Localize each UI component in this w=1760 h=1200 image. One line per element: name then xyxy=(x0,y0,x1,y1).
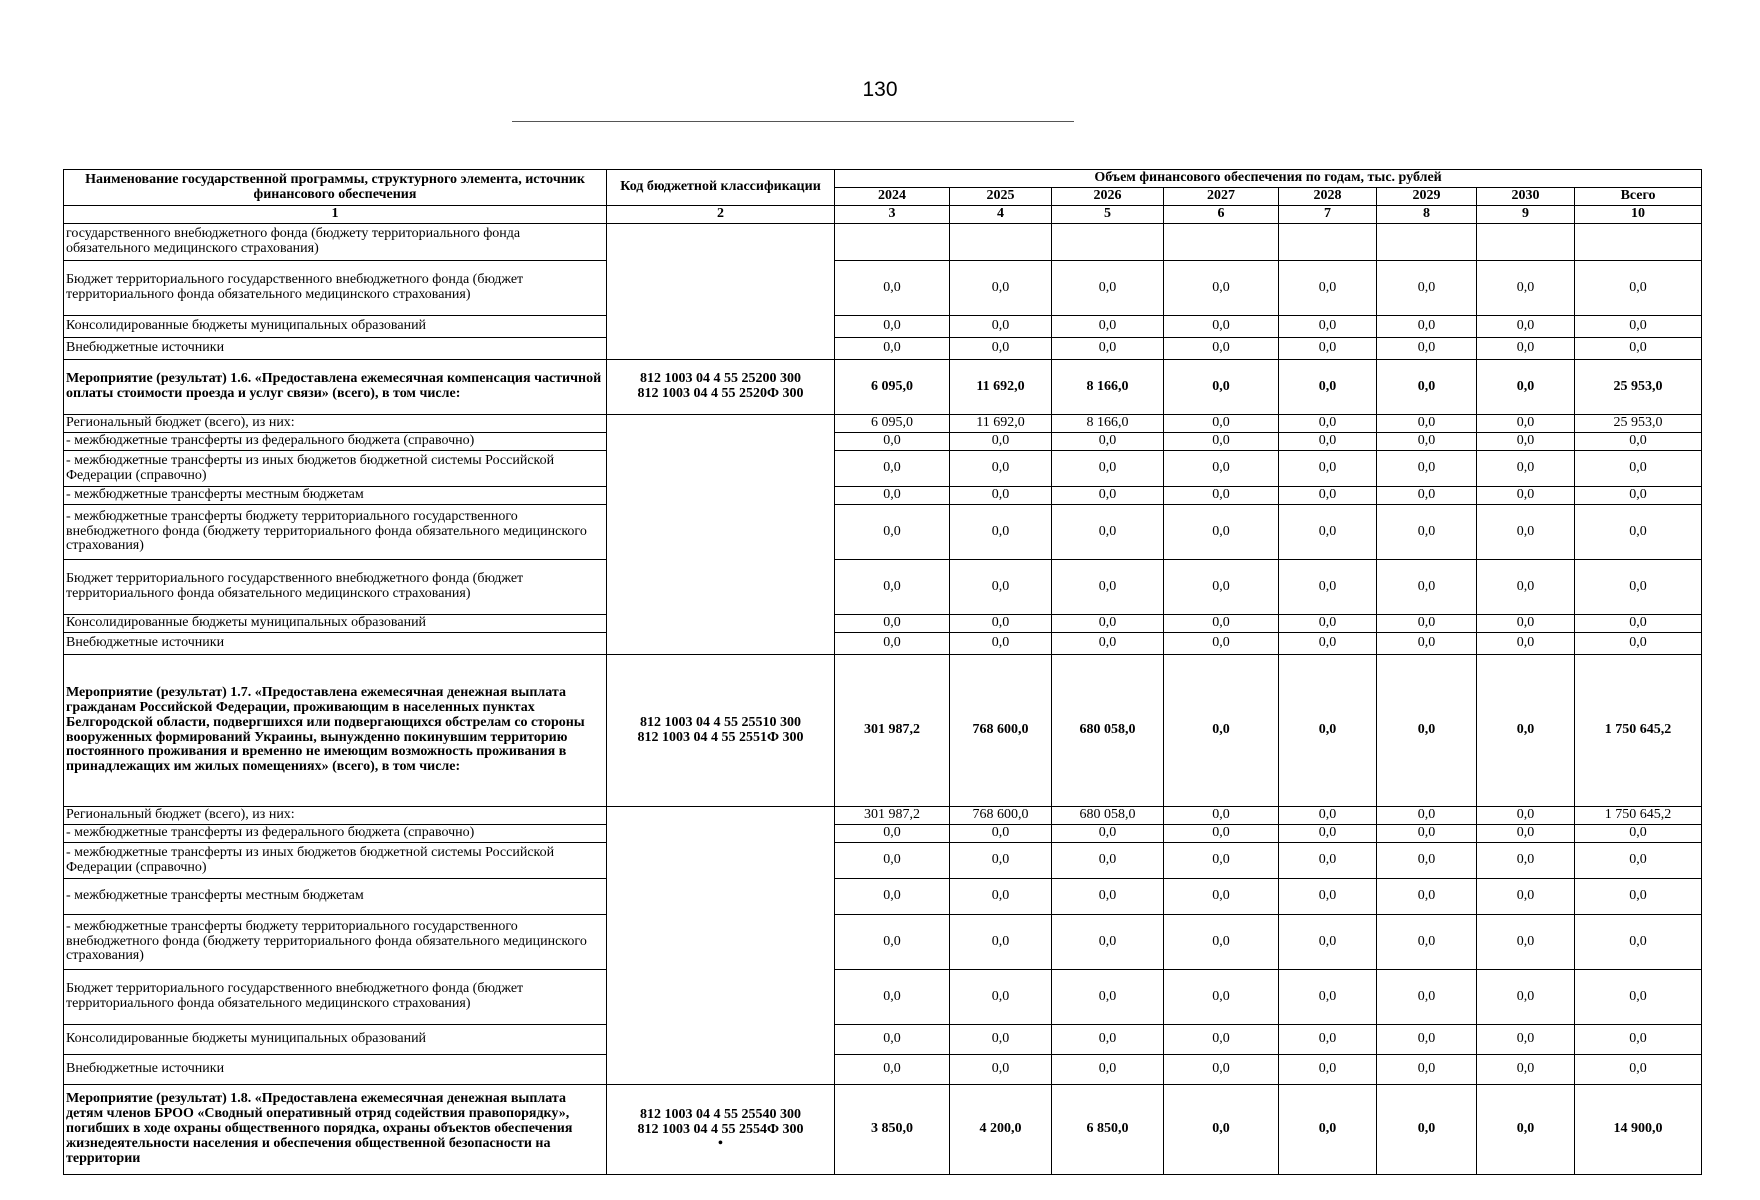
total-value-cell: 25 953,0 xyxy=(1575,415,1702,433)
year-value-cell xyxy=(950,224,1052,261)
year-value-cell: 0,0 xyxy=(1279,1055,1377,1085)
year-value-cell: 0,0 xyxy=(1052,338,1164,360)
header-code: Код бюджетной классификации xyxy=(607,170,835,206)
year-value-cell: 0,0 xyxy=(1377,360,1477,415)
year-value-cell: 0,0 xyxy=(1377,843,1477,879)
year-value-cell: 0,0 xyxy=(1052,970,1164,1025)
year-value-cell: 0,0 xyxy=(1279,316,1377,338)
year-value-cell: 0,0 xyxy=(1377,560,1477,615)
year-value-cell: 0,0 xyxy=(1477,879,1575,915)
table-row xyxy=(64,505,1702,560)
year-value-cell: 0,0 xyxy=(1164,843,1279,879)
year-value-cell: 0,0 xyxy=(835,433,950,451)
year-value-cell: 0,0 xyxy=(1164,633,1279,655)
year-value-cell: 0,0 xyxy=(1377,615,1477,633)
total-value-cell: 0,0 xyxy=(1575,1025,1702,1055)
total-value-cell: 0,0 xyxy=(1575,825,1702,843)
year-value-cell: 0,0 xyxy=(1052,1055,1164,1085)
year-value-cell: 0,0 xyxy=(1477,1085,1575,1175)
header-year: 2027 xyxy=(1164,188,1279,206)
year-value-cell: 0,0 xyxy=(1477,360,1575,415)
year-value-cell: 0,0 xyxy=(1377,970,1477,1025)
year-value-cell: 680 058,0 xyxy=(1052,807,1164,825)
row-name: - межбюджетные трансферты из федерального бюджета (справочно) xyxy=(64,825,607,843)
budget-code-line: 812 1003 04 4 55 2551Ф 300 xyxy=(637,729,804,745)
year-value-cell: 0,0 xyxy=(1164,360,1279,415)
budget-code-line: 812 1003 04 4 55 25510 300 xyxy=(640,714,801,730)
year-value-cell: 0,0 xyxy=(1164,433,1279,451)
row-name: - межбюджетные трансферты бюджету территориального государственного внебюджетного фонда (бюджету территориального фонда обязательного медицинского страхования) xyxy=(64,915,607,970)
year-value-cell: 0,0 xyxy=(950,560,1052,615)
total-value-cell: 1 750 645,2 xyxy=(1575,655,1702,807)
row-name: - межбюджетные трансферты местным бюджетам xyxy=(64,487,607,505)
year-value-cell: 0,0 xyxy=(1377,487,1477,505)
total-value-cell: 1 750 645,2 xyxy=(1575,807,1702,825)
year-value-cell: 0,0 xyxy=(1477,807,1575,825)
table-row xyxy=(64,843,1702,879)
budget-code-line: 812 1003 04 4 55 2520Ф 300 xyxy=(637,386,804,401)
year-value-cell: 0,0 xyxy=(1164,261,1279,316)
total-value-cell: 0,0 xyxy=(1575,433,1702,451)
table-row xyxy=(64,970,1702,1025)
year-value-cell: 0,0 xyxy=(1377,879,1477,915)
total-value-cell: 0,0 xyxy=(1575,1055,1702,1085)
year-value-cell: 0,0 xyxy=(1377,316,1477,338)
year-value-cell xyxy=(1052,224,1164,261)
row-name: Мероприятие (результат) 1.8. «Предоставлена ежемесячная денежная выплата детям членов БРОО «Сводный оперативный отряд содействия правопорядку», погибших в ходе охраны общественного порядка, охраны объектов обеспечения жизнедеятельности населения и обеспечения общественной безопасности на территории xyxy=(64,1085,607,1175)
year-value-cell: 0,0 xyxy=(1052,825,1164,843)
year-value-cell: 0,0 xyxy=(1164,505,1279,560)
row-name: Бюджет территориального государственного внебюджетного фонда (бюджет территориального фонда обязательного медицинского страхования) xyxy=(64,970,607,1025)
year-value-cell: 0,0 xyxy=(835,615,950,633)
year-value-cell: 0,0 xyxy=(950,338,1052,360)
row-name: Мероприятие (результат) 1.6. «Предоставлена ежемесячная компенсация частичной оплаты стоимости проезда и услуг связи» (всего), в том числе: xyxy=(64,360,607,415)
year-value-cell: 0,0 xyxy=(835,451,950,487)
table-row xyxy=(64,1085,1702,1175)
year-value-cell: 0,0 xyxy=(1377,1085,1477,1175)
header-year: 2025 xyxy=(950,188,1052,206)
year-value-cell: 0,0 xyxy=(1377,825,1477,843)
year-value-cell: 0,0 xyxy=(1279,970,1377,1025)
year-value-cell: 0,0 xyxy=(1477,415,1575,433)
table-row xyxy=(64,1025,1702,1055)
year-value-cell xyxy=(835,224,950,261)
year-value-cell: 0,0 xyxy=(835,825,950,843)
year-value-cell: 0,0 xyxy=(1279,451,1377,487)
header-year: 2030 xyxy=(1477,188,1575,206)
table-row xyxy=(64,1055,1702,1085)
table-row xyxy=(64,316,1702,338)
year-value-cell: 3 850,0 xyxy=(835,1085,950,1175)
year-value-cell: 6 850,0 xyxy=(1052,1085,1164,1175)
total-value-cell: 0,0 xyxy=(1575,261,1702,316)
year-value-cell: 0,0 xyxy=(835,970,950,1025)
year-value-cell: 4 200,0 xyxy=(950,1085,1052,1175)
year-value-cell: 0,0 xyxy=(1377,633,1477,655)
header-year: 2024 xyxy=(835,188,950,206)
year-value-cell: 0,0 xyxy=(1377,807,1477,825)
year-value-cell: 0,0 xyxy=(1052,487,1164,505)
year-value-cell: 0,0 xyxy=(1164,316,1279,338)
table-row xyxy=(64,415,1702,433)
year-value-cell: 0,0 xyxy=(1377,433,1477,451)
row-name: Бюджет территориального государственного внебюджетного фонда (бюджет территориального фонда обязательного медицинского страхования) xyxy=(64,261,607,316)
year-value-cell: 0,0 xyxy=(1052,615,1164,633)
budget-code-cell xyxy=(607,360,835,415)
year-value-cell: 0,0 xyxy=(1279,261,1377,316)
year-value-cell: 0,0 xyxy=(1164,807,1279,825)
year-value-cell: 11 692,0 xyxy=(950,415,1052,433)
header-volume: Объем финансового обеспечения по годам, тыс. рублей xyxy=(835,170,1702,188)
year-value-cell: 301 987,2 xyxy=(835,655,950,807)
year-value-cell: 0,0 xyxy=(835,338,950,360)
row-name: Консолидированные бюджеты муниципальных образований xyxy=(64,316,607,338)
year-value-cell: 0,0 xyxy=(950,825,1052,843)
year-value-cell: 0,0 xyxy=(1052,560,1164,615)
budget-code-line: 812 1003 04 4 55 25540 300 xyxy=(640,1106,801,1122)
year-value-cell: 0,0 xyxy=(1279,505,1377,560)
year-value-cell: 0,0 xyxy=(835,915,950,970)
year-value-cell: 0,0 xyxy=(1279,1025,1377,1055)
row-name: Консолидированные бюджеты муниципальных образований xyxy=(64,615,607,633)
year-value-cell: 0,0 xyxy=(1052,843,1164,879)
row-name: Региональный бюджет (всего), из них: xyxy=(64,807,607,825)
column-number: 4 xyxy=(950,206,1052,224)
year-value-cell: 0,0 xyxy=(1052,451,1164,487)
column-number: 10 xyxy=(1575,206,1702,224)
header-total: Всего xyxy=(1575,188,1702,206)
year-value-cell: 0,0 xyxy=(1477,560,1575,615)
row-name: - межбюджетные трансферты местным бюджетам xyxy=(64,879,607,915)
year-value-cell: 0,0 xyxy=(1477,505,1575,560)
total-value-cell: 25 953,0 xyxy=(1575,360,1702,415)
total-value-cell: 0,0 xyxy=(1575,843,1702,879)
year-value-cell: 11 692,0 xyxy=(950,360,1052,415)
table-row xyxy=(64,655,1702,807)
row-name: Внебюджетные источники xyxy=(64,1055,607,1085)
header-name: Наименование государственной программы, структурного элемента, источник финансового обеспечения xyxy=(64,170,607,206)
year-value-cell: 0,0 xyxy=(950,915,1052,970)
year-value-cell: 0,0 xyxy=(1279,433,1377,451)
year-value-cell: 680 058,0 xyxy=(1052,655,1164,807)
budget-code-cell xyxy=(607,224,835,360)
year-value-cell: 0,0 xyxy=(1477,655,1575,807)
row-name: Консолидированные бюджеты муниципальных образований xyxy=(64,1025,607,1055)
year-value-cell: 0,0 xyxy=(950,451,1052,487)
row-name: Внебюджетные источники xyxy=(64,633,607,655)
year-value-cell: 0,0 xyxy=(950,487,1052,505)
year-value-cell: 0,0 xyxy=(1477,633,1575,655)
year-value-cell: 0,0 xyxy=(1052,261,1164,316)
table-row xyxy=(64,360,1702,415)
page-header-rule xyxy=(512,121,1074,122)
year-value-cell: 0,0 xyxy=(1164,1025,1279,1055)
year-value-cell: 0,0 xyxy=(1377,451,1477,487)
header-year: 2029 xyxy=(1377,188,1477,206)
table-row xyxy=(64,338,1702,360)
year-value-cell: 0,0 xyxy=(1279,633,1377,655)
table-row xyxy=(64,224,1702,261)
year-value-cell xyxy=(1164,224,1279,261)
year-value-cell: 0,0 xyxy=(1477,915,1575,970)
column-number: 9 xyxy=(1477,206,1575,224)
year-value-cell: 0,0 xyxy=(1164,1085,1279,1175)
year-value-cell: 0,0 xyxy=(1164,879,1279,915)
row-name: - межбюджетные трансферты бюджету территориального государственного внебюджетного фонда (бюджету территориального фонда обязательного медицинского страхования) xyxy=(64,505,607,560)
year-value-cell: 0,0 xyxy=(1279,560,1377,615)
table-row xyxy=(64,487,1702,505)
year-value-cell: 0,0 xyxy=(1477,433,1575,451)
table-row xyxy=(64,825,1702,843)
year-value-cell: 0,0 xyxy=(1279,879,1377,915)
year-value-cell: 0,0 xyxy=(950,316,1052,338)
budget-code-line: 812 1003 04 4 55 25200 300 xyxy=(640,371,801,387)
row-name: Региональный бюджет (всего), из них: xyxy=(64,415,607,433)
total-value-cell: 14 900,0 xyxy=(1575,1085,1702,1175)
year-value-cell: 0,0 xyxy=(835,316,950,338)
row-name: - межбюджетные трансферты из иных бюджетов бюджетной системы Российской Федерации (справочно) xyxy=(64,451,607,487)
year-value-cell: 6 095,0 xyxy=(835,415,950,433)
year-value-cell: 0,0 xyxy=(835,1025,950,1055)
budget-code-cell xyxy=(607,655,835,807)
year-value-cell: 0,0 xyxy=(1052,433,1164,451)
year-value-cell xyxy=(1477,224,1575,261)
table-row xyxy=(64,261,1702,316)
year-value-cell: 0,0 xyxy=(1164,338,1279,360)
page-number: 130 xyxy=(862,78,898,101)
year-value-cell: 0,0 xyxy=(1377,415,1477,433)
year-value-cell: 0,0 xyxy=(1477,825,1575,843)
year-value-cell: 0,0 xyxy=(1377,1025,1477,1055)
year-value-cell: 0,0 xyxy=(835,505,950,560)
year-value-cell: 0,0 xyxy=(835,633,950,655)
year-value-cell: 0,0 xyxy=(1377,338,1477,360)
total-value-cell: 0,0 xyxy=(1575,505,1702,560)
total-value-cell: 0,0 xyxy=(1575,615,1702,633)
year-value-cell: 0,0 xyxy=(1377,915,1477,970)
header-year: 2028 xyxy=(1279,188,1377,206)
table-row xyxy=(64,879,1702,915)
year-value-cell: 0,0 xyxy=(1477,1025,1575,1055)
table-row xyxy=(64,915,1702,970)
year-value-cell: 0,0 xyxy=(1377,1055,1477,1085)
total-value-cell: 0,0 xyxy=(1575,487,1702,505)
total-value-cell xyxy=(1575,224,1702,261)
year-value-cell: 0,0 xyxy=(950,633,1052,655)
table-body xyxy=(64,224,1702,1175)
row-name: Внебюджетные источники xyxy=(64,338,607,360)
row-name: - межбюджетные трансферты из федерального бюджета (справочно) xyxy=(64,433,607,451)
total-value-cell: 0,0 xyxy=(1575,970,1702,1025)
total-value-cell: 0,0 xyxy=(1575,633,1702,655)
row-name: государственного внебюджетного фонда (бюджету территориального фонда обязательного медицинского страхования) xyxy=(64,224,607,261)
year-value-cell: 0,0 xyxy=(1052,633,1164,655)
column-number: 6 xyxy=(1164,206,1279,224)
year-value-cell: 0,0 xyxy=(1164,915,1279,970)
year-value-cell: 0,0 xyxy=(1279,1085,1377,1175)
year-value-cell: 0,0 xyxy=(950,505,1052,560)
year-value-cell: 0,0 xyxy=(1477,615,1575,633)
year-value-cell: 0,0 xyxy=(1377,505,1477,560)
column-number: 7 xyxy=(1279,206,1377,224)
year-value-cell: 0,0 xyxy=(1279,338,1377,360)
year-value-cell: 0,0 xyxy=(1377,655,1477,807)
year-value-cell: 8 166,0 xyxy=(1052,415,1164,433)
year-value-cell: 0,0 xyxy=(835,1055,950,1085)
year-value-cell: 0,0 xyxy=(1477,316,1575,338)
year-value-cell: 0,0 xyxy=(950,433,1052,451)
year-value-cell: 0,0 xyxy=(835,487,950,505)
year-value-cell: 0,0 xyxy=(950,615,1052,633)
year-value-cell: 0,0 xyxy=(1279,843,1377,879)
year-value-cell xyxy=(1279,224,1377,261)
year-value-cell: 0,0 xyxy=(950,261,1052,316)
year-value-cell: 0,0 xyxy=(1052,879,1164,915)
year-value-cell: 0,0 xyxy=(835,879,950,915)
year-value-cell: 0,0 xyxy=(1279,825,1377,843)
column-number: 2 xyxy=(607,206,835,224)
year-value-cell: 0,0 xyxy=(1164,560,1279,615)
year-value-cell: 768 600,0 xyxy=(950,807,1052,825)
table-row xyxy=(64,560,1702,615)
year-value-cell: 0,0 xyxy=(1279,487,1377,505)
table-row xyxy=(64,433,1702,451)
year-value-cell: 0,0 xyxy=(1164,825,1279,843)
year-value-cell: 0,0 xyxy=(1164,1055,1279,1085)
year-value-cell: 0,0 xyxy=(1052,505,1164,560)
year-value-cell: 0,0 xyxy=(835,261,950,316)
year-value-cell: 768 600,0 xyxy=(950,655,1052,807)
total-value-cell: 0,0 xyxy=(1575,879,1702,915)
row-name: Бюджет территориального государственного внебюджетного фонда (бюджет территориального фонда обязательного медицинского страхования) xyxy=(64,560,607,615)
year-value-cell: 0,0 xyxy=(950,879,1052,915)
year-value-cell: 0,0 xyxy=(835,843,950,879)
year-value-cell: 0,0 xyxy=(835,560,950,615)
budget-code-cell xyxy=(607,1085,835,1175)
year-value-cell: 8 166,0 xyxy=(1052,360,1164,415)
year-value-cell xyxy=(1377,224,1477,261)
year-value-cell: 0,0 xyxy=(1164,655,1279,807)
table-row xyxy=(64,633,1702,655)
year-value-cell: 0,0 xyxy=(1477,843,1575,879)
year-value-cell: 0,0 xyxy=(950,843,1052,879)
budget-code-cell xyxy=(607,415,835,655)
table-row xyxy=(64,451,1702,487)
header-year: 2026 xyxy=(1052,188,1164,206)
column-number: 8 xyxy=(1377,206,1477,224)
year-value-cell: 0,0 xyxy=(1477,487,1575,505)
budget-code-line: 812 1003 04 4 55 2554Ф 300 xyxy=(637,1121,804,1137)
budget-code-cell xyxy=(607,807,835,1085)
year-value-cell: 0,0 xyxy=(1279,655,1377,807)
year-value-cell: 0,0 xyxy=(1164,415,1279,433)
year-value-cell: 0,0 xyxy=(1279,615,1377,633)
total-value-cell: 0,0 xyxy=(1575,560,1702,615)
total-value-cell: 0,0 xyxy=(1575,915,1702,970)
bullet-mark: • xyxy=(718,1136,723,1152)
year-value-cell: 0,0 xyxy=(1052,1025,1164,1055)
year-value-cell: 0,0 xyxy=(1164,970,1279,1025)
year-value-cell: 0,0 xyxy=(1279,360,1377,415)
row-name: Мероприятие (результат) 1.7. «Предоставлена ежемесячная денежная выплата гражданам Российской Федерации, проживающим в населенных пунктах Белгородской области, подвергшихся или подвергающихся обстрелам со стороны вооруженных формирований Украины, вынужденно покинувшим территорию постоянного проживания и временно не имеющим возможность проживания в принадлежащих им жилых помещениях» (всего), в том числе: xyxy=(64,655,607,807)
year-value-cell: 0,0 xyxy=(1477,970,1575,1025)
total-value-cell: 0,0 xyxy=(1575,451,1702,487)
total-value-cell: 0,0 xyxy=(1575,338,1702,360)
year-value-cell: 0,0 xyxy=(1477,261,1575,316)
column-number: 1 xyxy=(64,206,607,224)
year-value-cell: 0,0 xyxy=(1052,316,1164,338)
year-value-cell: 0,0 xyxy=(1052,915,1164,970)
year-value-cell: 0,0 xyxy=(1164,615,1279,633)
year-value-cell: 0,0 xyxy=(1164,487,1279,505)
financing-table xyxy=(63,169,1702,1175)
year-value-cell: 0,0 xyxy=(1279,915,1377,970)
year-value-cell: 6 095,0 xyxy=(835,360,950,415)
year-value-cell: 0,0 xyxy=(1279,807,1377,825)
year-value-cell: 0,0 xyxy=(1477,338,1575,360)
row-name: - межбюджетные трансферты из иных бюджетов бюджетной системы Российской Федерации (справочно) xyxy=(64,843,607,879)
table-row xyxy=(64,807,1702,825)
year-value-cell: 0,0 xyxy=(950,1025,1052,1055)
year-value-cell: 0,0 xyxy=(1279,415,1377,433)
year-value-cell: 0,0 xyxy=(950,970,1052,1025)
year-value-cell: 301 987,2 xyxy=(835,807,950,825)
year-value-cell: 0,0 xyxy=(1477,1055,1575,1085)
year-value-cell: 0,0 xyxy=(950,1055,1052,1085)
table-row xyxy=(64,615,1702,633)
year-value-cell: 0,0 xyxy=(1377,261,1477,316)
year-value-cell: 0,0 xyxy=(1477,451,1575,487)
total-value-cell: 0,0 xyxy=(1575,316,1702,338)
column-number: 3 xyxy=(835,206,950,224)
year-value-cell: 0,0 xyxy=(1164,451,1279,487)
column-number: 5 xyxy=(1052,206,1164,224)
